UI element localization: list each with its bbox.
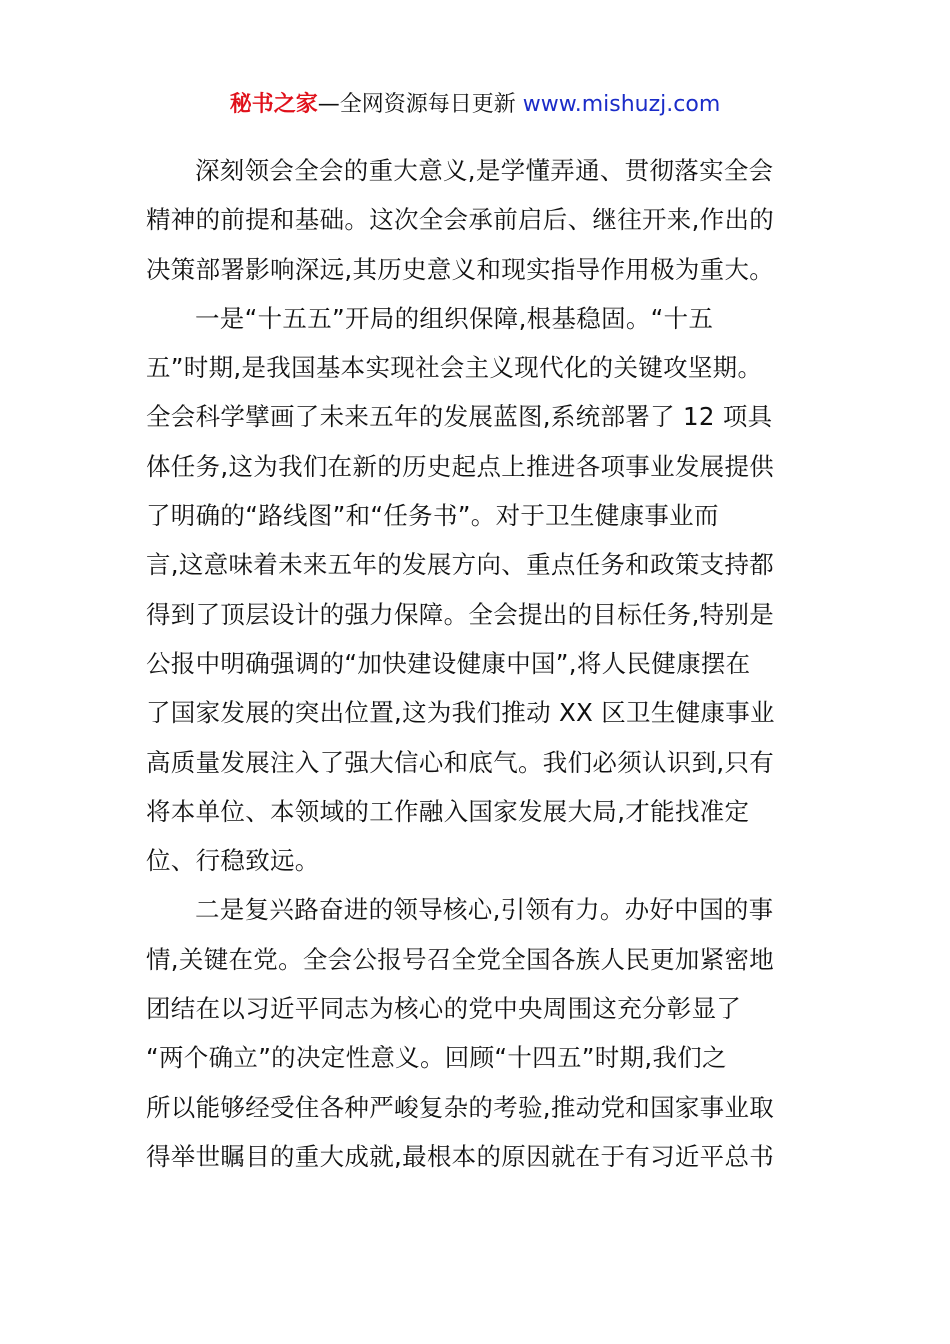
paragraph-line: 位、行稳致远。 xyxy=(146,846,320,876)
paragraph-line: 情,关键在党。全会公报号召全党全国各族人民更加紧密地 xyxy=(146,944,775,974)
paragraph-line: 将本单位、本领域的工作融入国家发展大局,才能找准定 xyxy=(146,796,750,826)
paragraph-line: 得举世瞩目的重大成就,最根本的原因就在于有习近平总书 xyxy=(146,1141,775,1171)
paragraph-line: “两个确立”的决定性意义。回顾“十四五”时期,我们之 xyxy=(146,1043,727,1073)
paragraph-line: 所以能够经受住各种严峻复杂的考验,推动党和国家事业取 xyxy=(146,1092,775,1122)
paragraph-line: 深刻领会全会的重大意义,是学懂弄通、贯彻落实全会 xyxy=(195,156,774,185)
paragraph-line: 精神的前提和基础。这次全会承前启后、继往开来,作出的 xyxy=(146,205,775,235)
paragraph-line: 决策部署影响深远,其历史意义和现实指导作用极为重大。 xyxy=(146,254,775,284)
paragraph-line: 一是“十五五”开局的组织保障,根基稳固。“十五 xyxy=(195,303,714,333)
paragraph-line: 公报中明确强调的“加快建设健康中国”,将人民健康摆在 xyxy=(146,648,751,678)
site-header xyxy=(0,88,950,122)
paragraph-line: 五”时期,是我国基本实现社会主义现代化的关键攻坚期。 xyxy=(146,353,763,383)
paragraph-line: 高质量发展注入了强大信心和底气。我们必须认识到,只有 xyxy=(146,747,775,777)
paragraph-line: 了国家发展的突出位置,这为我们推动 XX 区卫生健康事业 xyxy=(146,698,775,728)
paragraph-line: 体任务,这为我们在新的历史起点上推进各项事业发展提供 xyxy=(146,451,775,481)
document-body xyxy=(146,146,810,1181)
site-url-link[interactable]: www.mishuzj.com xyxy=(522,92,721,117)
brand-name: 秘书之家 xyxy=(229,92,318,117)
paragraph-line: 言,这意味着未来五年的发展方向、重点任务和政策支持都 xyxy=(146,550,775,580)
paragraph-line: 了明确的“路线图”和“任务书”。对于卫生健康事业而 xyxy=(146,501,719,531)
paragraph-line: 团结在以习近平同志为核心的党中央周围这充分彰显了 xyxy=(146,994,742,1024)
paragraph-line: 二是复兴路奋进的领导核心,引领有力。办好中国的事 xyxy=(195,895,774,925)
paragraph-line: 全会科学擘画了未来五年的发展蓝图,系统部署了 12 项具 xyxy=(146,402,773,432)
paragraph-line: 得到了顶层设计的强力保障。全会提出的目标任务,特别是 xyxy=(146,599,775,629)
header-slogan: —全网资源每日更新 xyxy=(317,92,523,117)
